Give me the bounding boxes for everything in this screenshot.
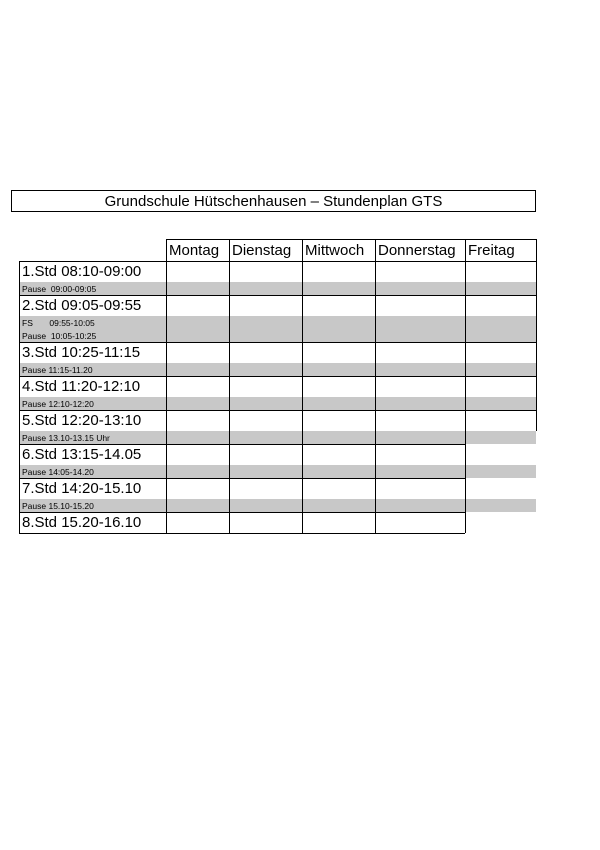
timetable-cell[interactable] (229, 342, 302, 363)
cell-divider (375, 397, 376, 410)
pause-cell (465, 499, 536, 512)
pause-row-label: Pause 15.10-15.20 (19, 499, 166, 512)
pause-cell (166, 282, 229, 295)
header-divider (229, 239, 230, 261)
cell-divider (166, 329, 167, 342)
cell-divider (536, 397, 537, 410)
timetable-cell[interactable] (229, 295, 302, 316)
cell-divider (166, 444, 167, 465)
cell-divider (302, 261, 303, 282)
pause-cell (229, 329, 302, 342)
timetable-cell[interactable] (166, 261, 229, 282)
lesson-row-label: 1.Std 08:10-09:00 (22, 263, 142, 280)
timetable-cell[interactable] (166, 342, 229, 363)
cell-divider (465, 282, 466, 295)
pause-cell (166, 329, 229, 342)
cell-divider (229, 295, 230, 316)
cell-divider (229, 282, 230, 295)
header-divider (536, 239, 537, 261)
timetable-cell[interactable] (229, 261, 302, 282)
cell-divider (229, 316, 230, 329)
pause-cell (229, 363, 302, 376)
pause-cell (166, 397, 229, 410)
cell-divider (375, 261, 376, 282)
timetable-cell[interactable] (302, 444, 375, 465)
cell-divider (375, 465, 376, 478)
cell-divider (166, 478, 167, 499)
lesson-row-label: 4.Std 11:20-12:10 (22, 378, 141, 395)
cell-divider (229, 363, 230, 376)
timetable-cell[interactable] (302, 295, 375, 316)
cell-divider (229, 465, 230, 478)
cell-divider (465, 261, 466, 282)
timetable-cell[interactable] (166, 512, 229, 533)
cell-divider (465, 329, 466, 342)
timetable-cell[interactable] (375, 295, 465, 316)
pause-cell (465, 316, 536, 329)
timetable-cell[interactable] (229, 410, 302, 431)
pause-cell (166, 363, 229, 376)
row-left-border (19, 465, 20, 478)
header-top-border (166, 239, 536, 240)
day-header: Mittwoch (305, 241, 365, 259)
timetable-cell[interactable] (375, 342, 465, 363)
cell-divider (465, 444, 466, 465)
pause-cell (229, 465, 302, 478)
pause-cell (166, 316, 229, 329)
pause-cell (375, 465, 465, 478)
cell-divider (536, 316, 537, 329)
row-left-border (19, 261, 20, 282)
cell-divider (536, 261, 537, 282)
timetable-cell[interactable] (302, 342, 375, 363)
cell-divider (166, 261, 167, 282)
pause-cell (465, 329, 536, 342)
lesson-row-label: 8.Std 15.20-16.10 (22, 514, 142, 531)
pause-cell (302, 397, 375, 410)
cell-divider (375, 410, 376, 431)
timetable-cell[interactable] (166, 444, 229, 465)
cell-divider (302, 376, 303, 397)
cell-divider (536, 410, 537, 431)
pause-cell (375, 431, 465, 444)
pause-cell (375, 499, 465, 512)
timetable-cell[interactable] (302, 376, 375, 397)
timetable-cell[interactable] (229, 478, 302, 499)
pause-row-label: Pause 13.10-13.15 Uhr (19, 431, 166, 444)
cell-divider (166, 410, 167, 431)
cell-divider (465, 397, 466, 410)
pause-cell (302, 465, 375, 478)
timetable-cell[interactable] (375, 410, 465, 431)
row-left-border (19, 499, 20, 512)
pause-cell (229, 397, 302, 410)
cell-divider (302, 316, 303, 329)
timetable-cell[interactable] (166, 478, 229, 499)
day-header: Freitag (468, 241, 515, 259)
row-border (19, 533, 465, 534)
row-left-border (19, 329, 20, 342)
timetable-cell[interactable] (375, 512, 465, 533)
pause-cell (375, 316, 465, 329)
pause-cell (465, 363, 536, 376)
lesson-row-label: 6.Std 13:15-14.05 (22, 446, 142, 463)
cell-divider (536, 282, 537, 295)
cell-divider (166, 282, 167, 295)
pause-cell (166, 465, 229, 478)
pause-cell (302, 431, 375, 444)
cell-divider (375, 282, 376, 295)
cell-divider (166, 363, 167, 376)
row-left-border (19, 316, 20, 329)
timetable-cell[interactable] (302, 410, 375, 431)
cell-divider (302, 342, 303, 363)
cell-divider (375, 316, 376, 329)
day-header: Dienstag (232, 241, 292, 259)
cell-divider (166, 465, 167, 478)
cell-divider (229, 376, 230, 397)
cell-divider (229, 410, 230, 431)
pause-cell (166, 499, 229, 512)
cell-divider (302, 499, 303, 512)
row-left-border (19, 363, 20, 376)
pause-row-label: Pause 09:00-09:05 (19, 282, 166, 295)
cell-divider (536, 376, 537, 397)
cell-divider (375, 376, 376, 397)
cell-divider (166, 295, 167, 316)
cell-divider (465, 316, 466, 329)
timetable-cell[interactable] (375, 444, 465, 465)
cell-divider (302, 363, 303, 376)
pause-cell (465, 431, 536, 444)
cell-divider (465, 431, 466, 444)
cell-divider (166, 512, 167, 533)
cell-divider (302, 397, 303, 410)
cell-divider (465, 478, 466, 499)
cell-divider (166, 376, 167, 397)
cell-divider (302, 465, 303, 478)
pause-row-label: Pause 10:05-10:25 (19, 329, 166, 342)
cell-divider (166, 316, 167, 329)
timetable-cell[interactable] (375, 478, 465, 499)
cell-divider (302, 512, 303, 533)
timetable-cell[interactable] (375, 261, 465, 282)
cell-divider (302, 282, 303, 295)
pause-cell (375, 282, 465, 295)
cell-divider (229, 478, 230, 499)
cell-divider (375, 499, 376, 512)
cell-divider (229, 329, 230, 342)
pause-row-label: Pause 14:05-14.20 (19, 465, 166, 478)
cell-divider (375, 329, 376, 342)
row-left-border (19, 282, 20, 295)
row-left-border (19, 410, 20, 431)
cell-divider (465, 410, 466, 431)
pause-row-label: FS 09:55-10:05 (19, 316, 166, 329)
lesson-row-label: 7.Std 14:20-15.10 (22, 480, 142, 497)
cell-divider (536, 295, 537, 316)
cell-divider (536, 363, 537, 376)
timetable-cell[interactable] (375, 376, 465, 397)
cell-divider (229, 431, 230, 444)
cell-divider (229, 261, 230, 282)
pause-cell (229, 431, 302, 444)
cell-divider (375, 512, 376, 533)
cell-divider (166, 397, 167, 410)
lesson-row-label: 2.Std 09:05-09:55 (22, 297, 142, 314)
pause-cell (229, 499, 302, 512)
cell-divider (302, 410, 303, 431)
lesson-row-label: 5.Std 12:20-13:10 (22, 412, 142, 429)
pause-row-label: Pause 11:15-11.20 (19, 363, 166, 376)
cell-divider (166, 431, 167, 444)
timetable-cell[interactable] (302, 512, 375, 533)
cell-divider (302, 431, 303, 444)
cell-divider (465, 465, 466, 478)
cell-divider (302, 295, 303, 316)
row-left-border (19, 512, 20, 533)
timetable-cell[interactable] (166, 295, 229, 316)
pause-cell (302, 282, 375, 295)
cell-divider (536, 329, 537, 342)
header-divider (375, 239, 376, 261)
cell-divider (375, 444, 376, 465)
timetable-cell[interactable] (166, 376, 229, 397)
timetable-cell[interactable] (465, 410, 536, 431)
cell-divider (465, 295, 466, 316)
day-header: Donnerstag (378, 241, 456, 259)
cell-divider (375, 295, 376, 316)
pause-cell (375, 397, 465, 410)
pause-cell (465, 282, 536, 295)
timetable-cell[interactable] (465, 342, 536, 363)
row-left-border (19, 397, 20, 410)
timetable-cell[interactable] (465, 261, 536, 282)
pause-cell (229, 316, 302, 329)
cell-divider (465, 342, 466, 363)
header-divider (166, 239, 167, 261)
cell-divider (465, 363, 466, 376)
cell-divider (465, 376, 466, 397)
cell-divider (229, 512, 230, 533)
pause-cell (229, 282, 302, 295)
cell-divider (536, 342, 537, 363)
timetable-cell[interactable] (229, 376, 302, 397)
cell-divider (302, 329, 303, 342)
pause-row-label: Pause 12:10-12:20 (19, 397, 166, 410)
pause-cell (375, 363, 465, 376)
pause-cell (302, 363, 375, 376)
cell-divider (166, 499, 167, 512)
cell-divider (375, 431, 376, 444)
page-title: Grundschule Hütschenhausen – Stundenplan GTS (11, 190, 536, 212)
cell-divider (166, 342, 167, 363)
pause-cell (375, 329, 465, 342)
timetable-cell[interactable] (229, 444, 302, 465)
row-left-border (19, 295, 20, 316)
day-header: Montag (169, 241, 220, 259)
cell-divider (229, 397, 230, 410)
cell-divider (465, 512, 466, 533)
timetable-cell[interactable] (229, 512, 302, 533)
timetable-cell[interactable] (465, 376, 536, 397)
pause-cell (465, 397, 536, 410)
pause-cell (302, 499, 375, 512)
pause-cell (302, 316, 375, 329)
timetable-cell[interactable] (465, 295, 536, 316)
lesson-row-label: 3.Std 10:25-11:15 (22, 344, 141, 361)
row-left-border (19, 376, 20, 397)
cell-divider (375, 478, 376, 499)
row-left-border (19, 478, 20, 499)
row-left-border (19, 444, 20, 465)
cell-divider (375, 363, 376, 376)
header-divider (465, 239, 466, 261)
pause-cell (465, 465, 536, 478)
cell-divider (302, 478, 303, 499)
pause-cell (302, 329, 375, 342)
cell-divider (229, 444, 230, 465)
row-left-border (19, 342, 20, 363)
timetable-cell[interactable] (166, 410, 229, 431)
cell-divider (302, 444, 303, 465)
row-left-border (19, 431, 20, 444)
timetable-cell[interactable] (302, 261, 375, 282)
cell-divider (465, 499, 466, 512)
cell-divider (229, 499, 230, 512)
header-divider (302, 239, 303, 261)
cell-divider (375, 342, 376, 363)
pause-cell (166, 431, 229, 444)
cell-divider (229, 342, 230, 363)
timetable-cell[interactable] (302, 478, 375, 499)
